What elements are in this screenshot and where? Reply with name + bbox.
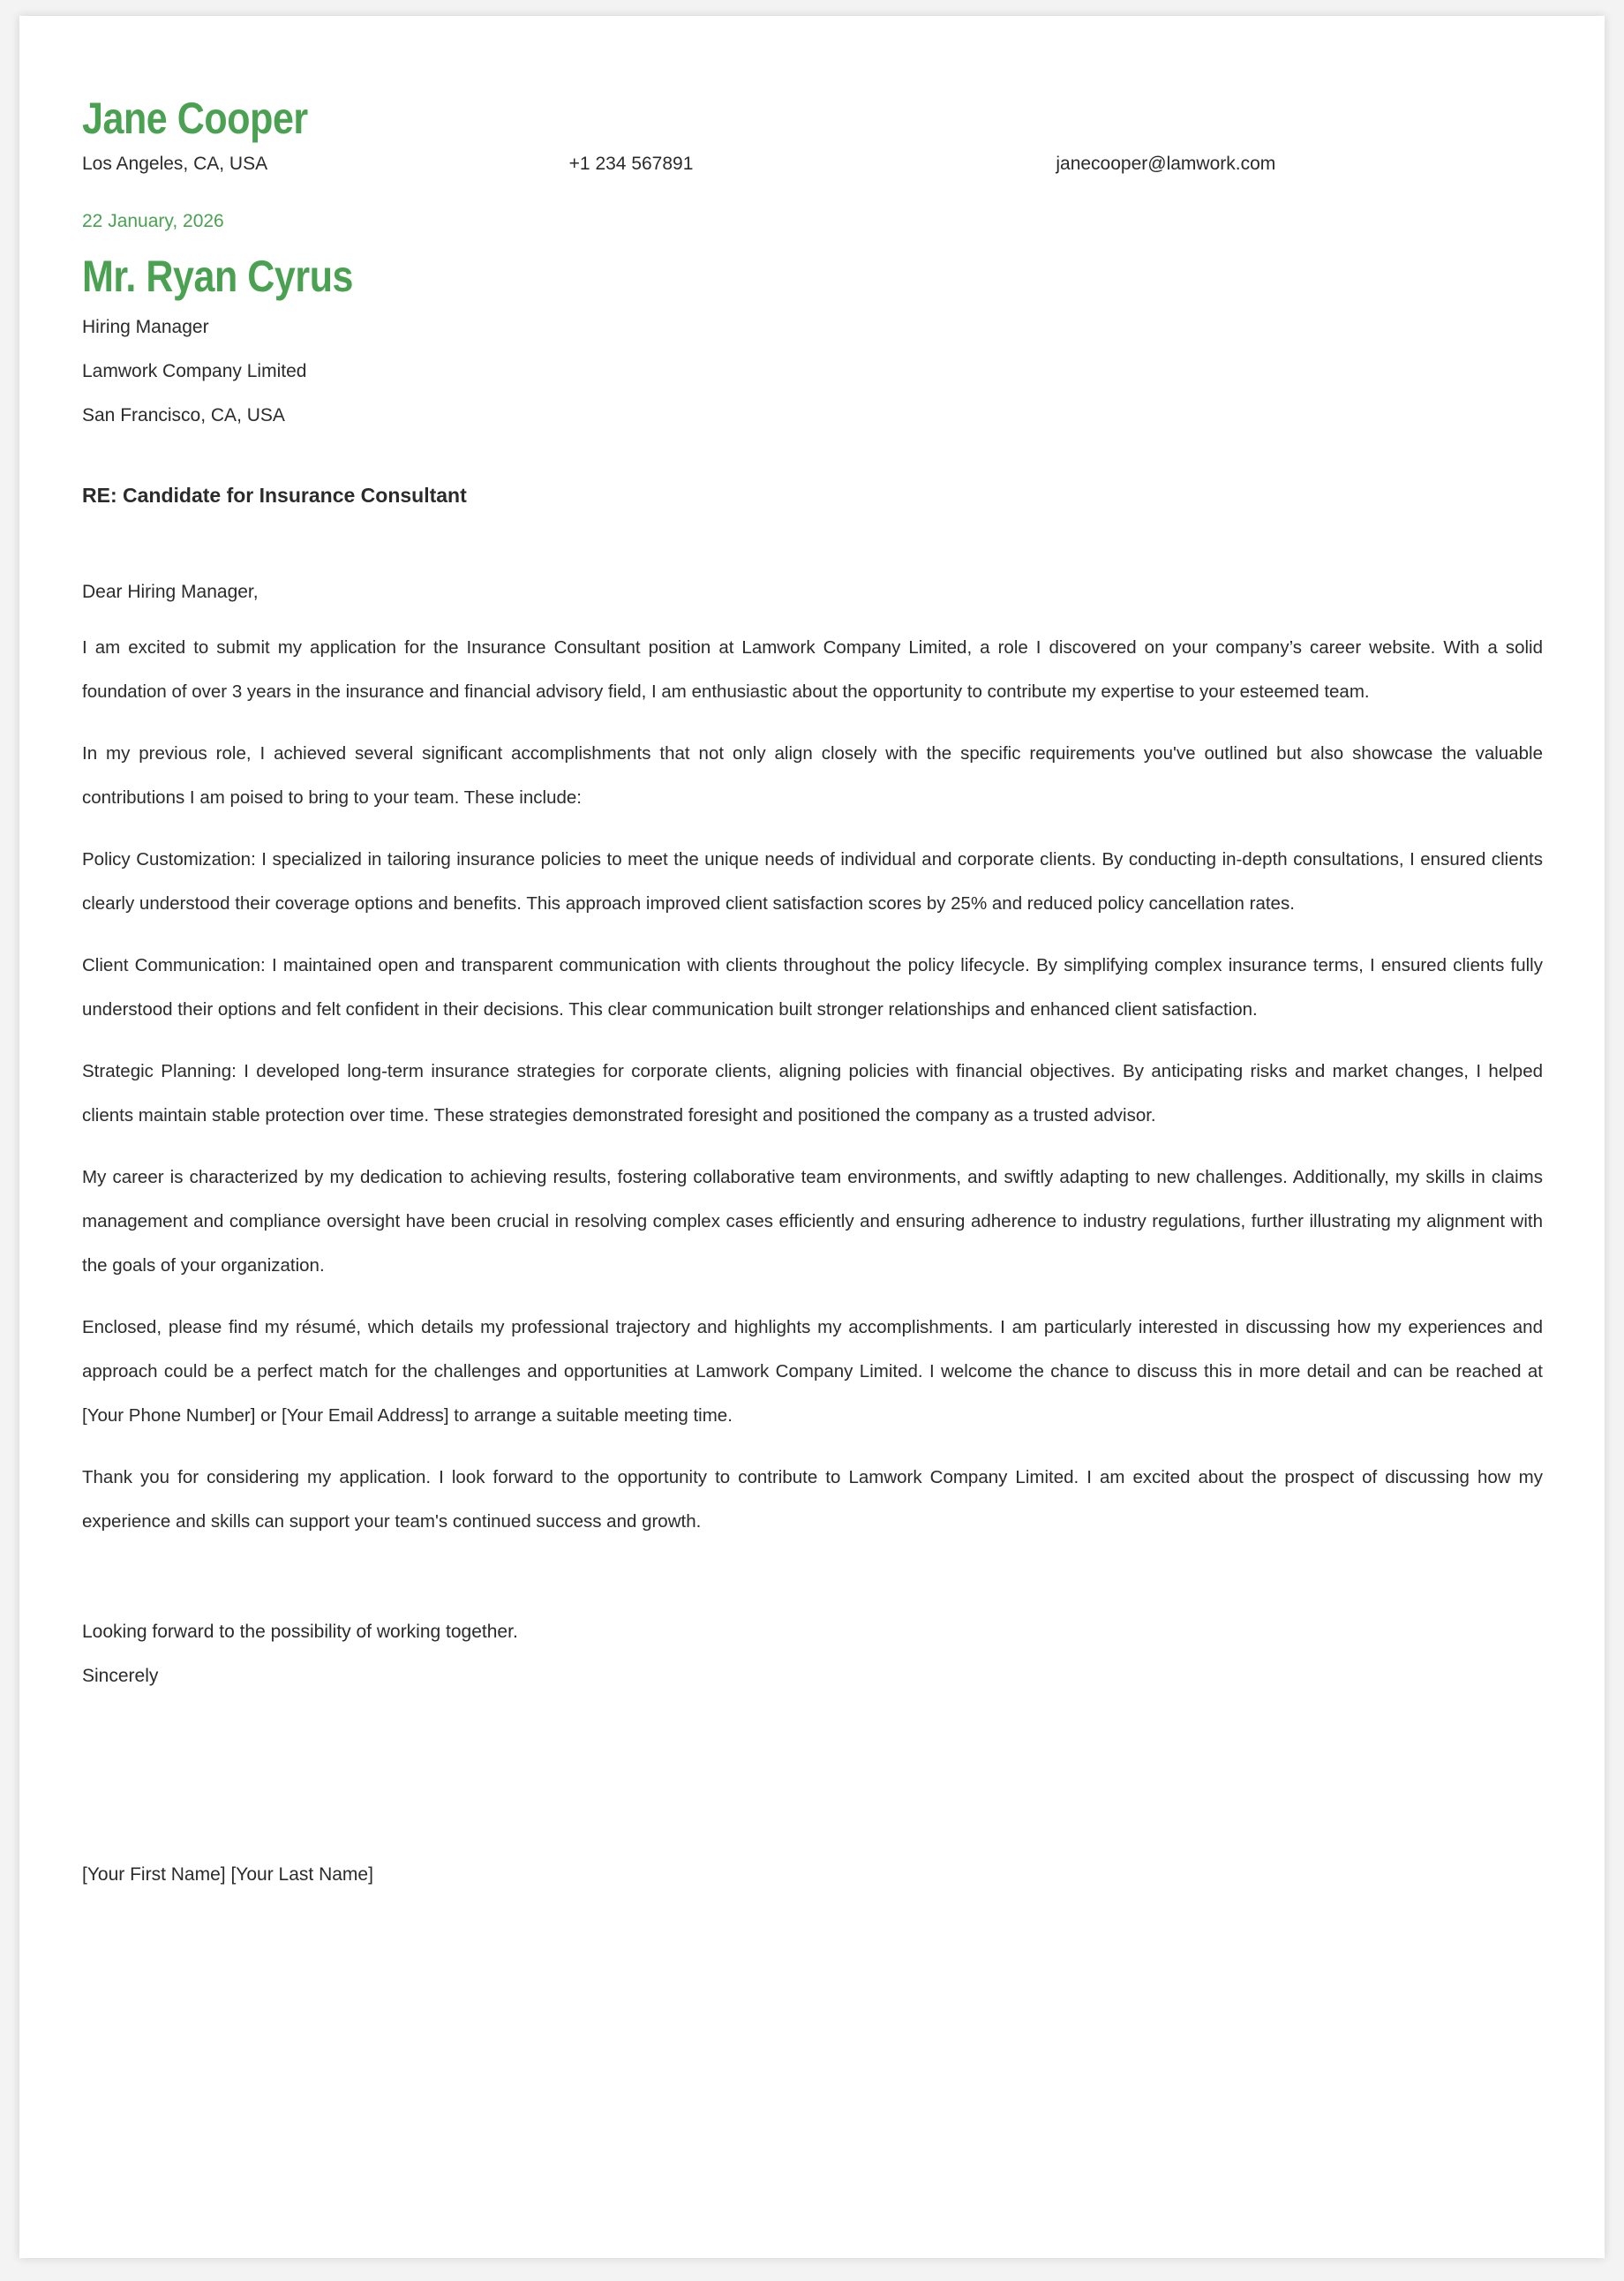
salutation: Dear Hiring Manager,	[82, 582, 259, 602]
recipient-title: Hiring Manager	[82, 317, 209, 337]
sender-email: janecooper@lamwork.com	[1056, 154, 1276, 174]
sender-location: Los Angeles, CA, USA	[82, 154, 268, 174]
recipient-location: San Francisco, CA, USA	[82, 405, 285, 425]
body-paragraph: I am excited to submit my application for the Insurance Consultant position at Lamwork Company Limited, a role I discovered on your company’s career website. With a solid foundation of over 3 years in the insurance and financial advisory field, I am enthusiastic about the opportunity to contribute my expertise to your esteemed team.	[82, 637, 1543, 702]
body-paragraph: Enclosed, please find my résumé, which details my professional trajectory and highlights my accomplishments. I am particularly interested in discussing how my experiences and approach could be a perfect match for the challenges and opportunities at Lamwork Company Limited. I welcome the chance to discuss this in more detail and can be reached at [Your Phone Number] or [Your Email Address] to arrange a suitable meeting time.	[82, 1317, 1543, 1426]
body-paragraph: My career is characterized by my dedication to achieving results, fostering collaborative team environments, and swiftly adapting to new challenges. Additionally, my skills in claims management and compliance oversight have been crucial in resolving complex cases efficiently and ensuring adherence to industry regulations, further illustrating my alignment with the goals of your organization.	[82, 1167, 1543, 1276]
body-paragraph: Thank you for considering my application. I look forward to the opportunity to contribute to Lamwork Company Limited. I am excited about the prospect of discussing how my experience and skills can support your team's continued success and growth.	[82, 1467, 1543, 1532]
closing-line: Looking forward to the possibility of working together.	[82, 1622, 518, 1642]
signature-name: [Your First Name] [Your Last Name]	[82, 1864, 373, 1885]
closing-block	[82, 1610, 1543, 1698]
sender-contact-row	[82, 148, 1543, 180]
letter-page	[19, 16, 1605, 2258]
body-paragraph: Strategic Planning: I developed long-term insurance strategies for corporate clients, aligning policies with financial objectives. By anticipating risks and market changes, I helped clients maintain stable protection over time. These strategies demonstrated foresight and positioned the company as a trusted advisor.	[82, 1061, 1543, 1125]
recipient-name: Mr. Ryan Cyrus	[82, 252, 354, 301]
letter-date: 22 January, 2026	[82, 211, 224, 231]
signoff: Sincerely	[82, 1666, 159, 1686]
recipient-company: Lamwork Company Limited	[82, 361, 307, 381]
body-paragraph: Client Communication: I maintained open and transparent communication with clients throughout the policy lifecycle. By simplifying complex insurance terms, I ensured clients fully understood their options and felt confident in their decisions. This clear communication built stronger relationships and enhanced client satisfaction.	[82, 955, 1543, 1020]
body-paragraph: In my previous role, I achieved several significant accomplishments that not only align closely with the specific requirements you've outlined but also showcase the valuable contributions I am poised to bring to your team. These include:	[82, 743, 1543, 808]
sender-name: Jane Cooper	[82, 94, 308, 143]
body-paragraph: Policy Customization: I specialized in tailoring insurance policies to meet the unique needs of individual and corporate clients. By conducting in-depth consultations, I ensured clients clearly understood their coverage options and benefits. This approach improved client satisfaction scores by 25% and reduced policy cancellation rates.	[82, 849, 1543, 914]
subject-line: RE: Candidate for Insurance Consultant	[82, 484, 467, 507]
letter-body	[82, 626, 1543, 1544]
sender-phone: +1 234 567891	[568, 154, 694, 174]
recipient-details	[82, 305, 1543, 438]
